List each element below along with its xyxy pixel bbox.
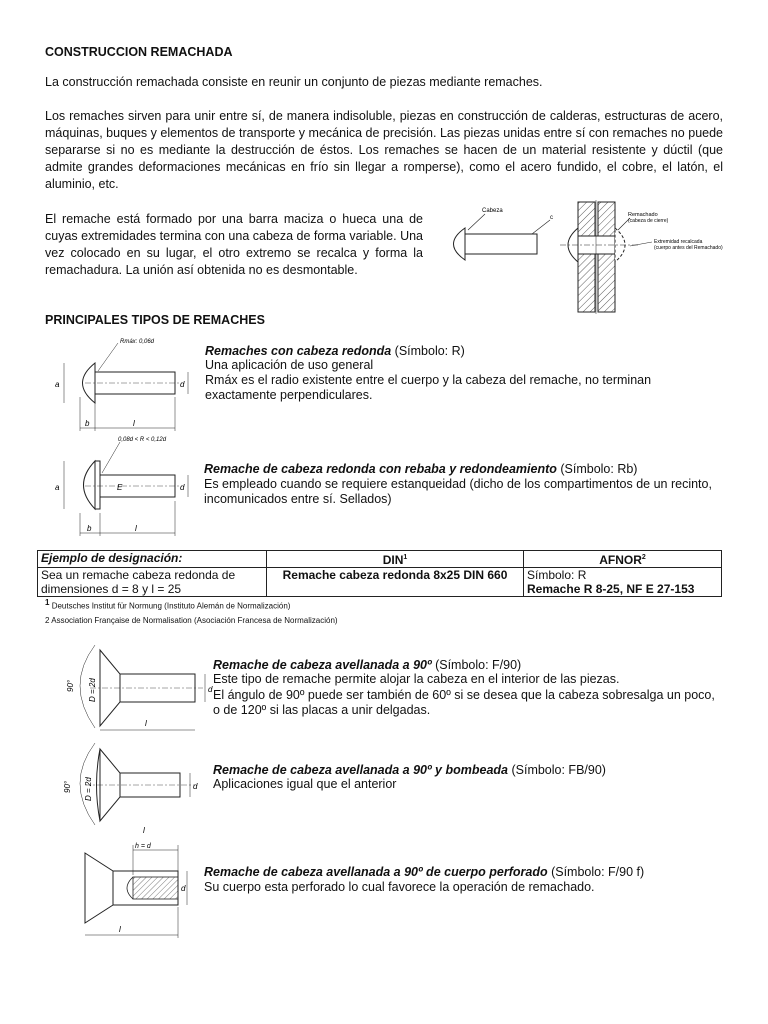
label-remachado-sub: (cabeza de cierre) — [628, 218, 669, 224]
fig2-a: a — [55, 483, 60, 492]
table-cell-example: Sea un remache cabeza redonda de dimensiones d = 8 y l = 25 — [38, 568, 267, 597]
fig3-d: d — [208, 685, 213, 694]
fig4-D: D = 2d — [84, 777, 93, 801]
designation-table — [37, 550, 722, 597]
footnote-2: 2 Association Française de Normalisation (Asociación Francesa de Normalización) — [45, 616, 338, 625]
table-cell-din: Remache cabeza redonda 8x25 DIN 660 — [267, 568, 524, 597]
fig3-D: D = 2d — [88, 678, 97, 702]
type5-title: Remache de cabeza avellanada a 90º de cuerpo perforado (Símbolo: F/90 f) — [204, 865, 645, 879]
section-title: PRINCIPALES TIPOS DE REMACHES — [45, 313, 265, 327]
type4-desc: Aplicaciones igual que el anterior — [213, 777, 397, 791]
table-head-afnor: AFNOR$^2$ — [524, 551, 722, 568]
footnote-1: $^1$ Deutsches Institut für Normung (Instituto Alemán de Normalización) — [45, 598, 291, 611]
paragraph-uses: Los remaches sirven para unir entre sí, de manera indisoluble, piezas en construcción de calderas, estructuras de acero, máquinas, buques y elementos de transporte y mecánica de precisión. Las piezas unidas entre sí con remaches no puede separarse si no es mediante la destrucción de éstos. Los remaches se hacen de un material resistente y dúctil (que admite grandes deformaciones mecánicas en frío sin llegar a romperse), como el acero fundido, el cobre, el latón, el aluminio, etc. — [45, 109, 723, 191]
fig5-d: d — [181, 884, 186, 893]
fig2-rrange: 0,08d < R < 0,12d — [118, 437, 167, 443]
fig2-e: E — [117, 483, 123, 492]
fig1-l: l — [133, 419, 135, 428]
fig4-l: l — [143, 826, 145, 835]
fig5-h: h = d — [135, 843, 151, 850]
type2-desc: Es empleado cuando se requiere estanqueidad (dicho de los compartimentos de un recinto, incomunicados entre sí. Sellados) — [204, 477, 712, 506]
fig2-l: l — [135, 524, 137, 533]
type4-title: Remache de cabeza avellanada a 90º y bombeada (Símbolo: FB/90) — [213, 763, 606, 777]
type3-desc2: El ángulo de 90º puede ser también de 60º si se desea que la cabeza sobresalga un poco, o de 120º si las placas a unir delgadas. — [213, 688, 715, 717]
type1-desc2: Rmáx es el radio existente entre el cuerpo y la cabeza del remache, no terminan exactamente perpendiculares. — [205, 373, 652, 402]
table-head-din: DIN$^1$ — [267, 551, 524, 568]
label-extremidad-sub: (cuerpo antes del Remachado) — [654, 245, 723, 251]
rivet-joint-figure — [440, 200, 725, 315]
table-cell-afnor: Símbolo: R Remache R 8-25, NF E 27-153 — [524, 568, 722, 597]
figure-cuerpo-perforado — [75, 835, 205, 940]
label-c: c — [550, 215, 553, 221]
fig3-angle: 90° — [66, 679, 75, 692]
fig1-a: a — [55, 380, 60, 389]
fig4-d: d — [193, 782, 198, 791]
fig1-b: b — [85, 419, 90, 428]
intro-text: La construcción remachada consiste en reunir un conjunto de piezas mediante remaches. — [45, 75, 543, 89]
fig1-d: d — [180, 380, 185, 389]
type2-title: Remache de cabeza redonda con rebaba y redondeamiento (Símbolo: Rb) — [204, 462, 638, 476]
figure-cabeza-redonda — [50, 335, 200, 435]
label-cabeza: Cabeza — [482, 208, 503, 214]
type1-desc: Una aplicación de uso general — [205, 358, 374, 372]
fig1-rmax: Rmáx: 0,06d — [120, 339, 155, 345]
figure-avellanada-90 — [55, 640, 213, 740]
label-remachado: Remachado — [628, 212, 658, 218]
table-head-example: Ejemplo de designación: — [38, 551, 267, 568]
fig4-angle: 90° — [63, 780, 72, 793]
type5-desc: Su cuerpo esta perforado lo cual favorece la operación de remachado. — [204, 880, 595, 894]
type3-desc: Este tipo de remache permite alojar la cabeza en el interior de las piezas. — [213, 672, 620, 686]
label-extremidad: Extremidad recalcada — [654, 239, 703, 245]
table-row — [38, 568, 722, 597]
figure-cabeza-redonda-rebaba — [50, 435, 200, 540]
fig5-l: l — [119, 925, 121, 934]
page-title: CONSTRUCCION REMACHADA — [45, 45, 233, 59]
type3-title: Remache de cabeza avellanada a 90º (Símbolo: F/90) — [213, 658, 522, 672]
paragraph-definition: El remache está formado por una barra maciza o hueca una de cuyas extremidades termina con una cabeza de forma variable. Una vez colocado en su lugar, el otro extremo se recalca y forma la remachadura. La unión así obtenida no es desmontable. — [45, 212, 423, 277]
figure-avellanada-bombeada — [55, 735, 210, 840]
fig2-b: b — [87, 524, 92, 533]
table-header-row — [38, 551, 722, 568]
type1-title: Remaches con cabeza redonda (Símbolo: R) — [205, 344, 465, 358]
fig3-l: l — [145, 719, 147, 728]
fig2-d: d — [180, 483, 185, 492]
